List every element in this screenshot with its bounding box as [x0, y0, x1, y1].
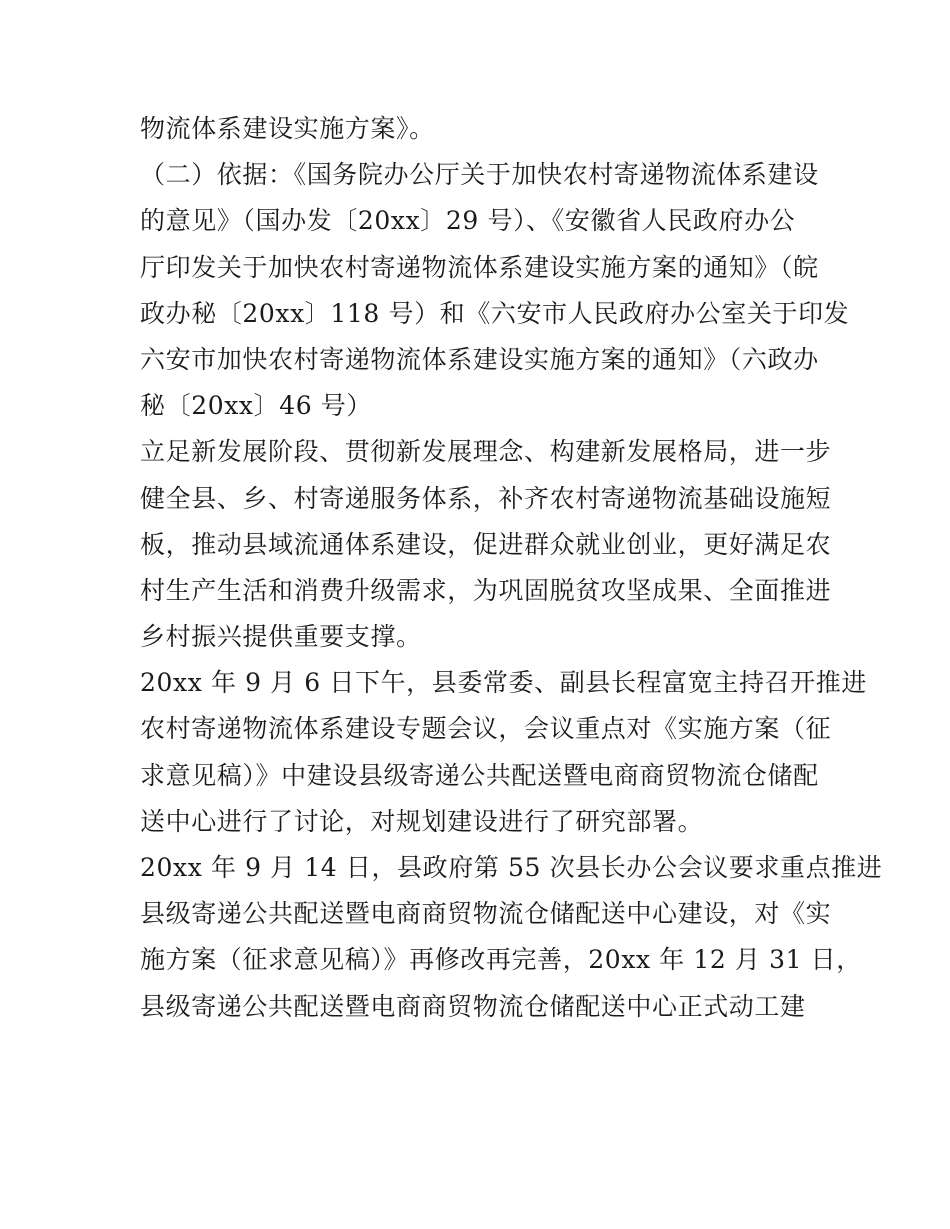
text-line: 求意见稿）》中建设县级寄递公共配送暨电商商贸物流仓储配 [140, 760, 819, 790]
text-line: 20xx 年 9 月 14 日，县政府第 55 次县长办公会议要求重点推进 [140, 853, 883, 882]
text-line: 乡村振兴提供重要支撑。 [140, 622, 422, 652]
text-line: 健全县、乡、村寄递服务体系，补齐农村寄递物流基础设施短 [140, 483, 832, 513]
text-line: 农村寄递物流体系建设专题会议，会议重点对《实施方案（征 [140, 714, 832, 744]
text-line: 立足新发展阶段、贯彻新发展理念、构建新发展格局，进一步 [140, 437, 832, 467]
text-line: 20xx 年 9 月 6 日下午，县委常委、副县长程富宽主持召开推进 [140, 668, 867, 698]
text-line: 的意见》（国办发〔20xx〕29 号）、《安徽省人民政府办公 [140, 206, 796, 236]
text-line: （二）依据：《国务院办公厅关于加快农村寄递物流体系建设 [140, 160, 819, 190]
text-line: 秘〔20xx〕46 号） [140, 391, 372, 421]
text-line: 政办秘〔20xx〕118 号）和《六安市人民政府办公室关于印发 [140, 298, 850, 328]
text-line: 县级寄递公共配送暨电商商贸物流仓储配送中心建设，对《实 [140, 899, 832, 929]
text-line: 厅印发关于加快农村寄递物流体系建设实施方案的通知》（皖 [140, 252, 819, 282]
text-line: 县级寄递公共配送暨电商商贸物流仓储配送中心正式动工建 [140, 991, 806, 1021]
text-line: 物流体系建设实施方案》。 [140, 114, 435, 143]
document-body [140, 106, 883, 1030]
text-line: 板，推动县域流通体系建设，促进群众就业创业，更好满足农 [140, 529, 832, 559]
text-line: 村生产生活和消费升级需求，为巩固脱贫攻坚成果、全面推进 [140, 575, 832, 605]
text-line: 送中心进行了讨论，对规划建设进行了研究部署。 [140, 806, 704, 836]
text-line: 六安市加快农村寄递物流体系建设实施方案的通知》（六政办 [140, 344, 819, 374]
text-line: 施方案（征求意见稿）》再修改再完善，20xx 年 12 月 31 日， [140, 945, 862, 975]
